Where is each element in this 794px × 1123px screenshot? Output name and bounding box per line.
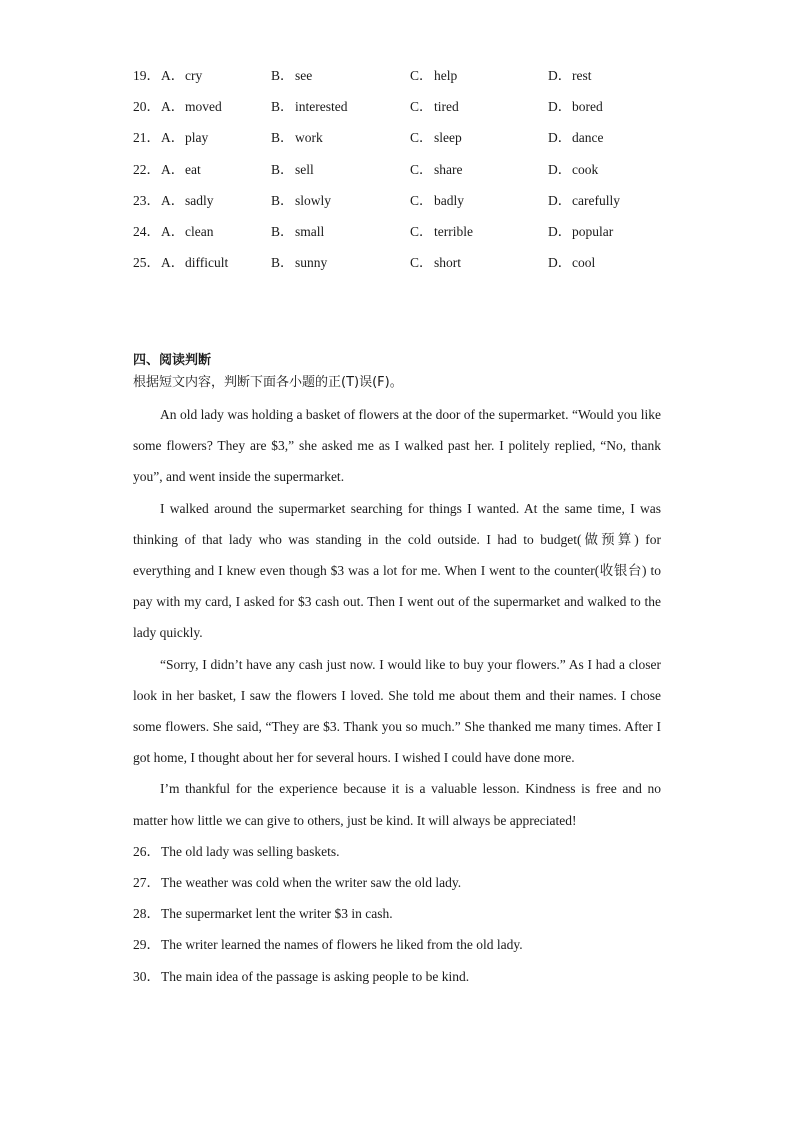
question-number: 25．: [133, 255, 160, 271]
option-d: D．rest: [548, 68, 592, 83]
option-row: [133, 222, 673, 253]
option-c: C．share: [410, 161, 463, 177]
option-d: D．bored: [548, 99, 603, 115]
option-a: A．play: [161, 130, 209, 146]
option-a: A．difficult: [161, 255, 229, 271]
option-b: B．small: [271, 223, 325, 239]
option-row: [133, 128, 673, 159]
question-item: [133, 898, 661, 929]
question-number: 26．: [133, 843, 160, 859]
option-b: B．see: [271, 68, 313, 83]
option-row: [133, 191, 673, 222]
passage-paragraph: I’m thankful for the experience because it is a valuable lesson. Kindness is free and no matter how little we can give to others, just be kind. It will always be appreciated!: [133, 781, 661, 828]
option-d: D．popular: [548, 223, 614, 239]
question-number: 24．: [133, 223, 160, 239]
question-number: 22．: [133, 161, 160, 177]
option-a: A．sadly: [161, 192, 214, 208]
question-item: [133, 961, 661, 992]
question-text: The weather was cold when the writer saw the old lady.: [161, 875, 462, 891]
question-number: 20．: [133, 99, 160, 115]
question-item: [133, 867, 661, 898]
option-d: D．cook: [548, 161, 599, 177]
option-a: A．moved: [161, 99, 222, 115]
question-number: 23．: [133, 192, 160, 208]
question-item: [133, 929, 661, 960]
option-b: B．interested: [271, 99, 348, 115]
option-row: [133, 97, 673, 128]
option-c: C．badly: [410, 192, 464, 208]
question-number: 29．: [133, 937, 160, 953]
passage-paragraph: An old lady was holding a basket of flowers at the door of the supermarket. “Would you like some flowers? They are $3,” she asked me as I walked past her. I politely replied, “No, thank you”, and went inside the supermarket.: [133, 407, 661, 485]
option-a: A．cry: [161, 68, 203, 83]
option-a: A．eat: [161, 161, 201, 177]
passage: [133, 399, 661, 836]
question-text: The writer learned the names of flowers he liked from the old lady.: [161, 937, 523, 953]
question-text: The old lady was selling baskets.: [161, 843, 340, 859]
question-text: The main idea of the passage is asking people to be kind.: [161, 968, 470, 984]
section-title: 四、阅读判断: [133, 353, 212, 368]
option-d: D．cool: [548, 255, 596, 271]
question-number: 19．: [133, 68, 160, 83]
question-item: [133, 836, 661, 867]
question-number: 28．: [133, 906, 160, 922]
option-c: C．tired: [410, 99, 459, 115]
reading-judgement-section: [133, 350, 661, 992]
passage-paragraph: I walked around the supermarket searching for things I wanted. At the same time, I was thinking of that lady who was standing in the cold outside. I had to budget(做预算) for everything and I knew even though $3 was a lot for me. When I went to the counter(收银台) to pay with my card, I asked for $3 cash out. Then I went out of the supermarket and walked to the lady quickly.: [133, 500, 661, 641]
option-b: B．slowly: [271, 192, 332, 208]
option-b: B．sell: [271, 161, 314, 177]
option-c: C．help: [410, 68, 458, 83]
option-d: D．carefully: [548, 192, 620, 208]
option-c: C．short: [410, 255, 461, 271]
option-row: [133, 66, 673, 97]
option-d: D．dance: [548, 130, 604, 146]
option-row: [133, 253, 673, 284]
option-row: [133, 160, 673, 191]
question-number: 27．: [133, 875, 160, 891]
option-c: C．terrible: [410, 223, 473, 239]
question-number: 21．: [133, 130, 160, 146]
question-list: [133, 836, 661, 992]
question-text: The supermarket lent the writer $3 in cash.: [161, 906, 393, 922]
option-b: B．sunny: [271, 255, 328, 271]
section-instruction: 根据短文内容，判断下面各小题的正(T)误(F)。: [133, 375, 403, 390]
option-a: A．clean: [161, 223, 214, 239]
option-b: B．work: [271, 130, 323, 146]
passage-paragraph: “Sorry, I didn’t have any cash just now. I would like to buy your flowers.” As I had a closer look in her basket, I saw the flowers I loved. She told me about them and their names. I chose some flowers. She said, “They are $3. Thank you so much.” She thanked me many times. After I got home, I thought about her for several hours. I wished I could have done more.: [133, 656, 661, 766]
option-c: C．sleep: [410, 130, 462, 146]
question-number: 30．: [133, 968, 160, 984]
options-table: [133, 66, 673, 284]
